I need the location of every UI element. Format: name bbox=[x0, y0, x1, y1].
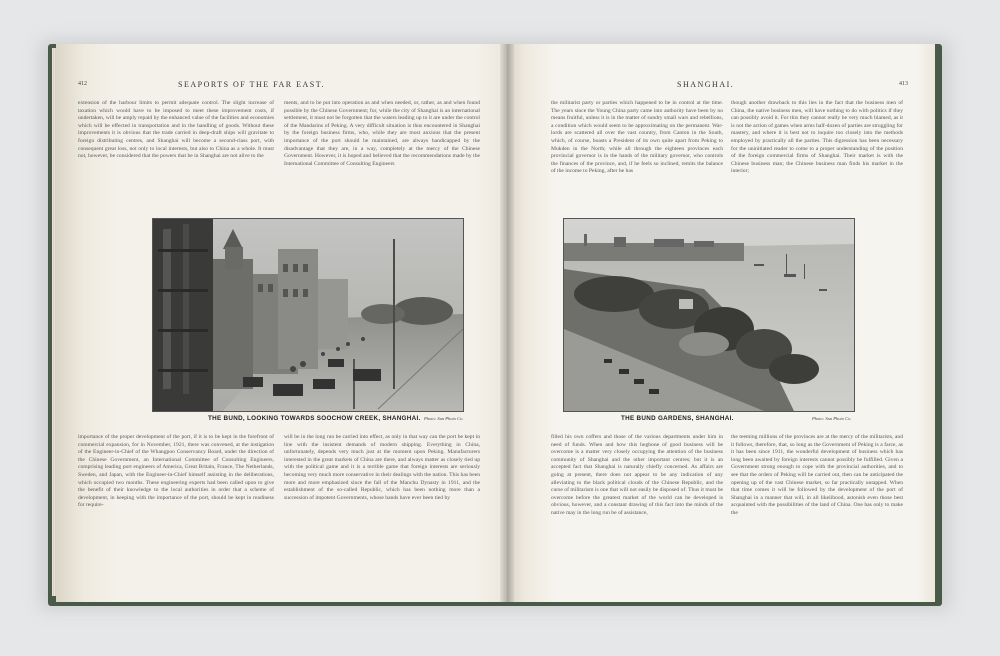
left-bottom-left-column: importance of the proper development of the port, if it is to be kept in the forefront of commercial expansion, for in November, 1921, there was convened, at the instigation of the Engineer-in-Chief of the Whangpoo Conservancy Board, under the direction of the Chinese Government, an International Committee of Consulting Engineers, comprising leading port engineers of America, Great Britain, France, The Netherlands, Sweden, and Japan, with the Engineer-in-Chief himself assisting in the deliberations, which occupied two months. These engineering experts had been called upon to give the benefit of their knowledge to the local authorities in order that a scheme of development, in keeping with the importance of the port, should be kept in readiness for require- bbox=[78, 434, 274, 509]
right-bottom-right-column: the teeming millions of the provinces are at the mercy of the militarists, and it follows, therefore, that, so long as the Government of Peking is a farce, as it has been since 1911, the wonderful development of business which has long been awaited by foreign interests cannot possibly be fulfilled. Given a Government strong enough to cope with the provincial authorities, and to see that the orders of Peking will be carried out, then can be anticipated the opening up of the vast Chinese market, so far practically untapped. When that time comes it will be followed by the development of the port of Shanghai in a manner that will, in all likelihood, astonish even those best acquainted with the possibilities of the land of China. One has only to make the bbox=[731, 434, 903, 516]
right-photo-credit: Photo: Sun Photo Co. bbox=[812, 416, 852, 421]
left-running-header: SEAPORTS OF THE FAR EAST. bbox=[178, 80, 326, 89]
left-bottom-right-column: will be in the long run be carried into effect, as only in that way can the port be kept in line with the insistent demands of modern shipping. Everything in China, unfortunately, depends very much just at the moment upon Peking. Manufacturers interested in the great markets of China are there, and always matter as closely tied up with the political game and it is a terrible game that foreign interests are seriously becoming very much more conservative in their dealings with the nation. This has been more and more emphasized since the fall of the Manchu Dynasty in 1911, and the establishment of the so-called Republic, which has been nothing more than a succession of impotent Governments, whose hands have ever been tied by bbox=[284, 434, 480, 501]
right-top-right-column: though another drawback to this lies in the fact that the business men of China, the native business men, will have nothing to do with politics if they can possibly avoid it. For this they cannot really be very much blamed, as it is not the action of games when arms half-dozen of parties are struggling for mastery, and where it is best not to inquire too closely into the methods employed by practically all the parties. This digression has been necessary for the uninitiated reader to come to a proper understanding of the position of the foreign commercial firms of Shanghai. Their market is with the Chinese business man; the Chinese business man finds his market in the interior; bbox=[731, 100, 903, 175]
right-photo-caption: THE BUND GARDENS, SHANGHAI. bbox=[621, 415, 734, 422]
left-page-number: 412 bbox=[78, 81, 87, 87]
right-running-header: SHANGHAI. bbox=[677, 80, 735, 89]
left-top-right-column: ments, and to be put into operation as and when needed, or, rather, as and when found possible by the Chinese Government; for, while the city of Shanghai is an international settlement, it must not be forgotten that the waters leading up to it are under the control of the Mandarins of Peking. A very difficult situation is thus encountered in Shanghai by the foreign business firms, who, while they are most anxious that the present importance of the port should be maintained, are always handicapped by the disadvantage that they are, in a way, completely at the mercy of the Chinese Government. However, it is hoped and believed that the recommendations made by the International Committee of Consulting Engineers bbox=[284, 100, 480, 167]
left-photo-caption: THE BUND, LOOKING TOWARDS SOOCHOW CREEK, SHANGHAI. bbox=[208, 415, 421, 422]
right-page-number: 413 bbox=[899, 81, 908, 87]
right-top-left-column: the militarist party or parties which happened to be in control at the time. The years since the Young China party came into authority have been by no means fruitful, unless it is in the matter of sundry small wars and rebellions, a condition which would seem to be approximating on the permanent. War-lords are scattered all over the vast country, from Canton in the South, which, of course, boasts a President of its own quite apart from Peking to Mukden in the North; while all through the eighteen provinces each provincial governor is in the hands of the military governor, who controls the finances of the province, and, if he feels so inclined, remits the balance of the income to Peking, after he has bbox=[551, 100, 723, 175]
right-page bbox=[507, 44, 935, 602]
bund-gardens-photo bbox=[563, 218, 855, 412]
left-top-left-column: extension of the harbour limits to permit adequate control. The slight increase of taxation which would have to be imposed to meet these improvement costs, if undertaken, will be amply repaid by the enhanced value of the facilities and economies which will be effected in transportation and in the handling of goods. Without these improvements it is obvious that the trade carried in deep-draft ships will gravitate to foreign distributing centres, and Shanghai will become a second-class port, with consequent great loss, not only to local interests, but also to China as a whole. It must not, however, be considered that the powers that be in Shanghai are not alive to the bbox=[78, 100, 274, 160]
left-page bbox=[56, 44, 507, 602]
bund-street-photo bbox=[152, 218, 464, 412]
book-gutter bbox=[500, 44, 514, 602]
left-photo-credit: Photo: Sun Photo Co. bbox=[424, 416, 464, 421]
right-bottom-left-column: filled his own coffers and those of the various departments under him in need of funds. When and how this hegbone of good business will be overcome is a matter very closely occupying the attention of the business community of Shanghai and the other important centres; but it is an accepted fact that Shanghai is naturally chiefly concerned. As affairs are going at present, there does not appear to be any indication of any alleviating to the black political clouds of the Chinese Republic, and the curse of militarism is one that will not easily be disposed of. Thus it must be overcome before the greatest market of the world can be developed is obvious, however, and a constant drawing of this fact into the minds of the native may in the long run be of assistance, bbox=[551, 434, 723, 516]
